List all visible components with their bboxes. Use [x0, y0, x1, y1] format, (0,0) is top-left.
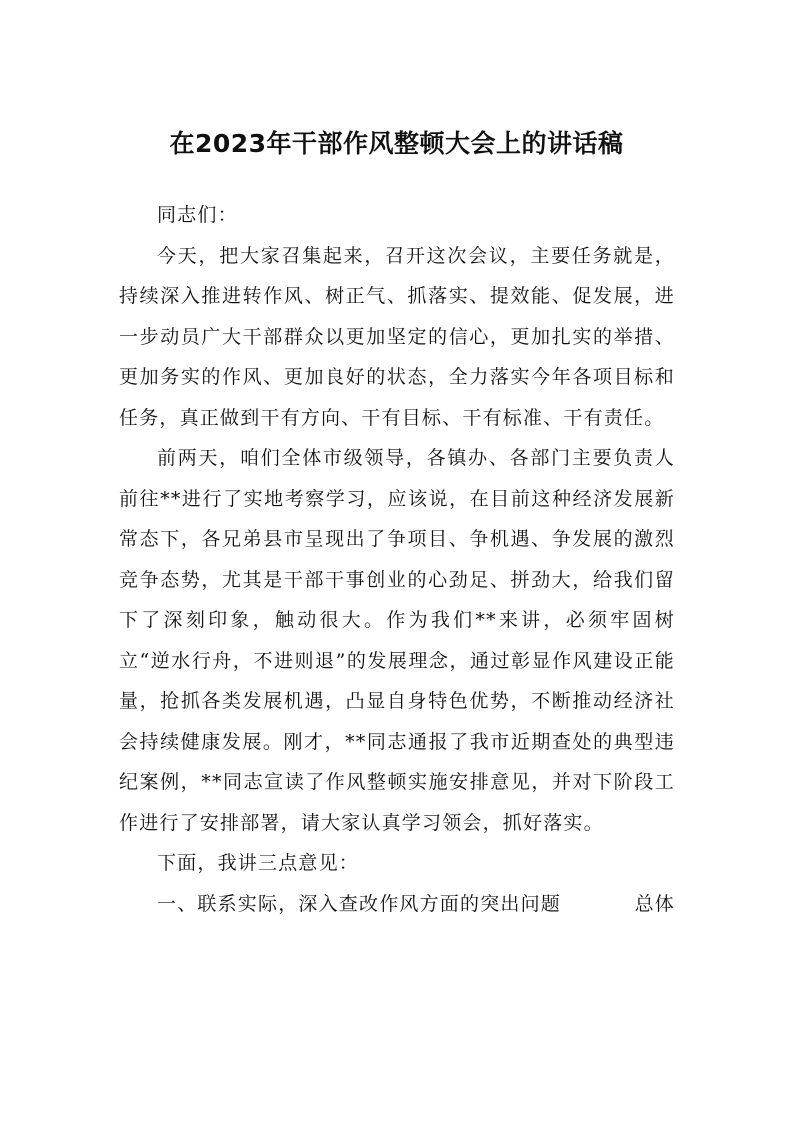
section-heading-tail: 总体	[634, 892, 675, 915]
paragraph-1: 今天，把大家召集起来，召开这次会议，主要任务就是，持续深入推进转作风、树正气、抓落实、提效能、促发展，进一步动员广大干部群众以更加坚定的信心，更加扎实的举措、更加务实的作风、更加良好的状态，全力落实今年各项目标和任务，真正做到干有方向、干有目标、干有标准、干有责任。	[119, 244, 675, 429]
document-title: 在2023年干部作风整顿大会上的讲话稿	[169, 129, 624, 158]
paragraph-3: 下面，我讲三点意见：	[157, 852, 360, 874]
document-body	[119, 195, 675, 924]
section-heading-line	[119, 884, 675, 925]
greeting: 同志们：	[157, 204, 238, 226]
paragraph-2: 前两天，咱们全体市级领导，各镇办、各部门主要负责人前往**进行了实地考察学习，应该说，在目前这种经济发展新常态下，各兄弟县市呈现出了争项目、争机遇、争发展的激烈竞争态势，尤其是干部干事创业的心劲足、拼劲大，给我们留下了深刻印象，触动很大。作为我们**来讲，必须牢固树立“逆水行舟，不进则退”的发展理念，通过彰显作风建设正能量，抢抓各类发展机遇，凸显自身特色优势，不断推动经济社会持续健康发展。刚才，**同志通报了我市近期查处的典型违纪案例，**同志宣读了作风整顿实施安排意见，并对下阶段工作进行了安排部署，请大家认真学习领会，抓好落实。	[119, 447, 675, 834]
section-heading: 一、联系实际，深入查改作风方面的突出问题	[157, 892, 562, 915]
